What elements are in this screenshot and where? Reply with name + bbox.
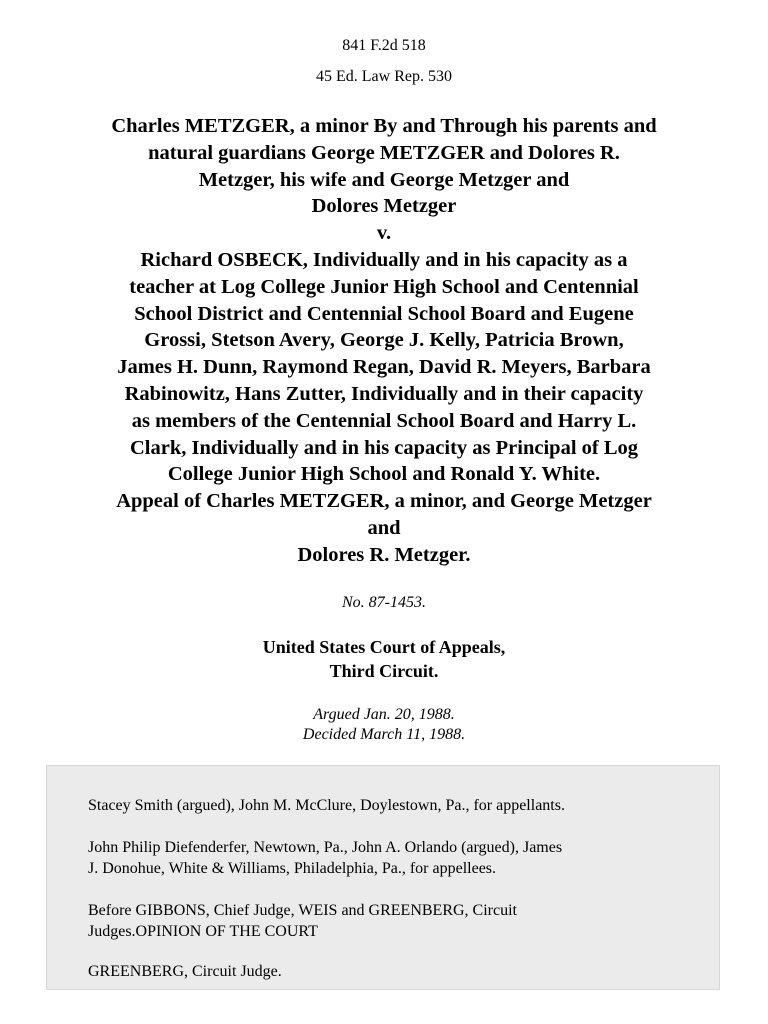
caption-line: School District and Centennial School Board and Eugene [134,302,634,325]
appellees-counsel-line: John Philip Diefenderfer, Newtown, Pa., John A. Orlando (argued), James [88,839,563,856]
opinion-body-panel [46,765,720,990]
reporter-citation: 841 F.2d 518 [342,37,426,54]
caption-line: Clark, Individually and in his capacity as Principal of Log [129,436,639,459]
judges-panel [88,900,698,942]
docket-number: No. 87-1453. [342,594,426,611]
court-name-line: United States Court of Appeals, [262,637,506,657]
court-circuit-line: Third Circuit. [329,661,439,681]
caption-line: Dolores R. Metzger. [297,543,471,566]
appellees-counsel-line: J. Donohue, White & Williams, Philadelphia, Pa., for appellees. [88,860,497,877]
caption-line: Metzger, his wife and George Metzger and [198,168,570,191]
caption-line: Appeal of Charles METZGER, a minor, and George Metzger [116,490,652,513]
appellants-counsel: Stacey Smith (argued), John M. McClure, Doylestown, Pa., for appellants. [88,797,565,814]
case-dates [0,705,768,745]
judges-panel-line: Judges.OPINION OF THE COURT [88,923,318,940]
decided-date: Decided March 11, 1988. [302,726,466,743]
caption-line: College Junior High School and Ronald Y. White. [167,463,601,486]
caption-line: Grossi, Stetson Avery, George J. Kelly, Patricia Brown, [144,329,624,352]
court-name [0,635,768,683]
caption-line: Dolores Metzger [311,195,457,218]
argued-date: Argued Jan. 20, 1988. [313,706,455,723]
caption-line: James H. Dunn, Raymond Regan, David R. Meyers, Barbara [117,356,651,379]
caption-line: Richard OSBECK, Individually and in his capacity as a [140,248,628,271]
caption-line: Rabinowitz, Hans Zutter, Individually and in their capacity [124,382,644,405]
caption-line: teacher at Log College Junior High School and Centennial [129,275,639,298]
caption-line: Charles METZGER, a minor By and Through his parents and [111,115,657,137]
appellees-counsel [88,837,698,879]
secondary-citation: 45 Ed. Law Rep. 530 [316,68,452,85]
caption-versus: v. [376,222,392,245]
case-caption [40,113,728,569]
judges-panel-line: Before GIBBONS, Chief Judge, WEIS and GREENBERG, Circuit [88,902,517,919]
caption-line: as members of the Centennial School Board and Harry L. [131,409,637,432]
caption-line: and [367,516,401,539]
caption-line: natural guardians George METZGER and Dolores R. [148,141,620,164]
opinion-author: GREENBERG, Circuit Judge. [88,963,282,980]
